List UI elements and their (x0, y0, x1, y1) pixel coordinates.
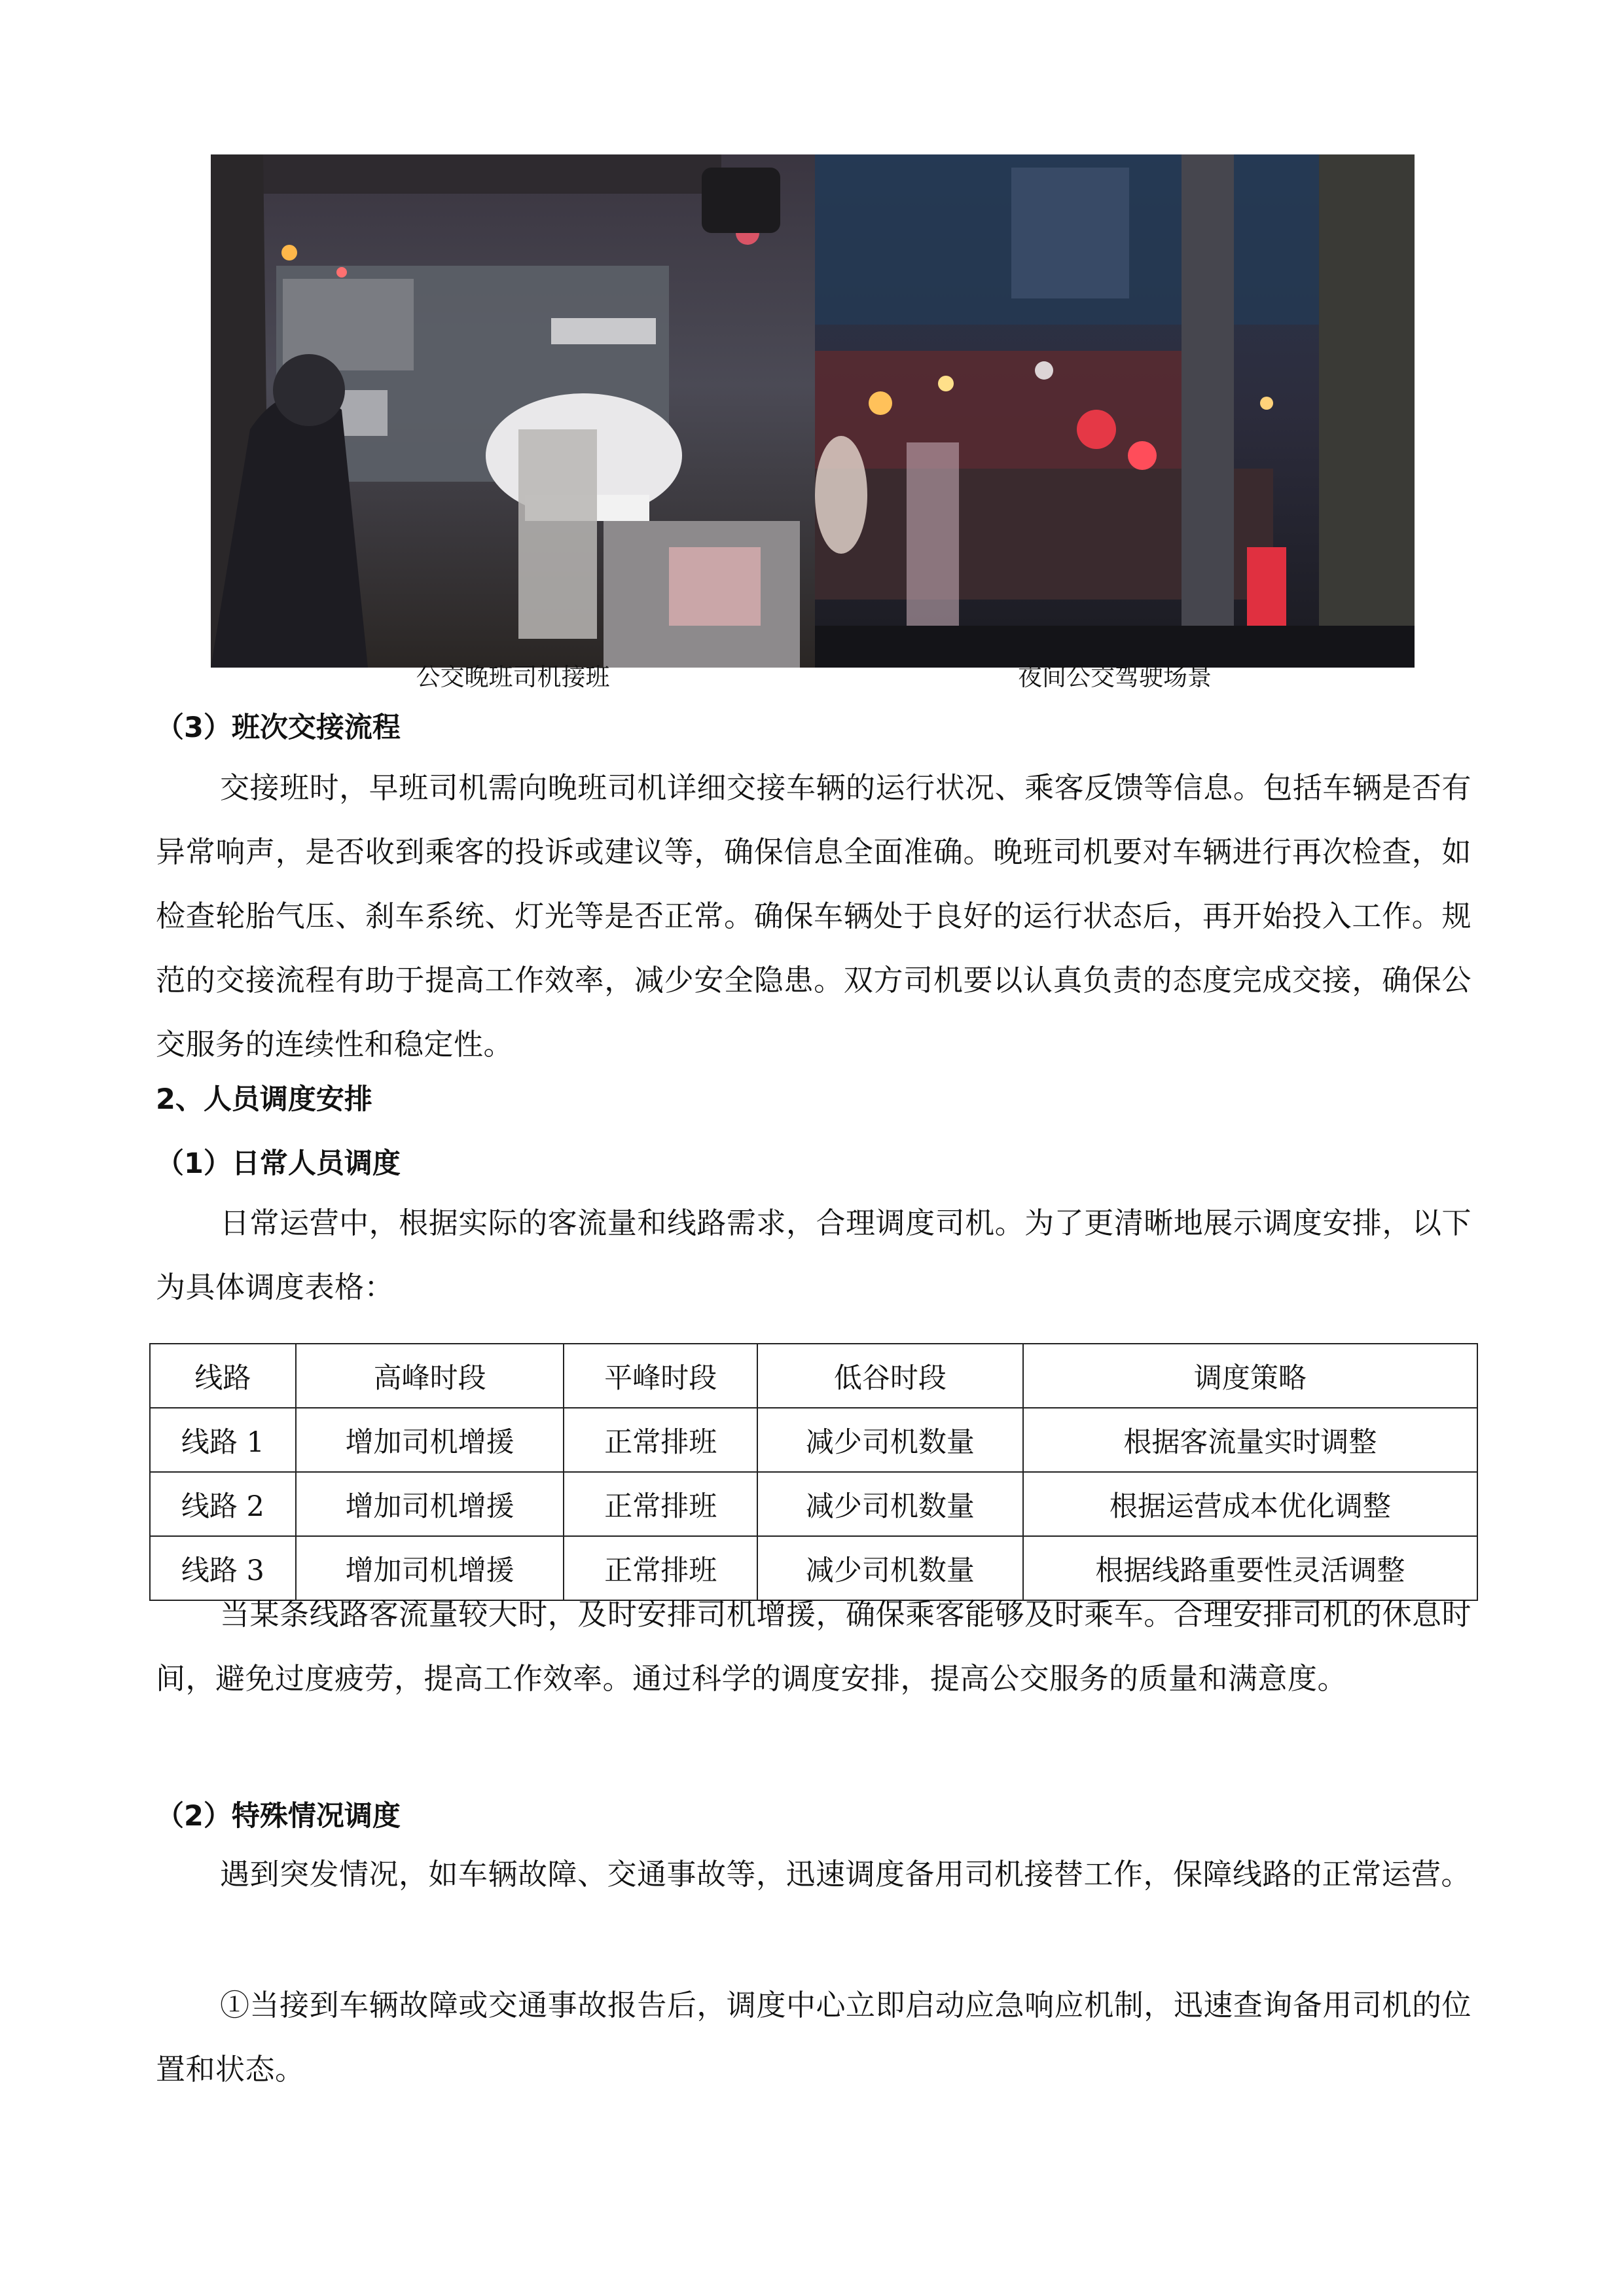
paragraph-special-item-1-text: ①当接到车辆故障或交通事故报告后，调度中心立即启动应急响应机制，迅速查询备用司机的位置和状态。 (156, 1988, 1471, 2087)
photo-caption-left: 公交晚班司机接班 (416, 663, 610, 691)
photo-night-bus-scene (815, 154, 1415, 668)
scheduling-table (149, 1343, 1478, 1601)
paragraph-daily-after (156, 1583, 1471, 1711)
table-header-cell: 平峰时段 (564, 1344, 757, 1408)
table-header-cell: 高峰时段 (296, 1344, 564, 1408)
photo-caption-right: 夜间公交驾驶场景 (1018, 663, 1212, 691)
table-cell: 根据客流量实时调整 (1023, 1408, 1477, 1472)
table-cell: 增加司机增援 (296, 1408, 564, 1472)
paragraph-daily-intro-text: 日常运营中，根据实际的客流量和线路需求，合理调度司机。为了更清晰地展示调度安排，以下为具体调度表格： (156, 1206, 1471, 1304)
table-cell: 减少司机数量 (757, 1472, 1023, 1536)
paragraph-handover-text: 交接班时，早班司机需向晚班司机详细交接车辆的运行状况、乘客反馈等信息。包括车辆是否有异常响声，是否收到乘客的投诉或建议等，确保信息全面准确。晚班司机要对车辆进行再次检查，如检查轮胎气压、刹车系统、灯光等是否正常。确保车辆处于良好的运行状态后，再开始投入工作。规范的交接流程有助于提高工作效率，减少安全隐患。双方司机要以认真负责的态度完成交接，确保公交服务的连续性和稳定性。 (156, 770, 1471, 1062)
table-cell: 正常排班 (564, 1472, 757, 1536)
heading-daily-scheduling: （1）日常人员调度 (156, 1147, 401, 1180)
table-cell: 根据运营成本优化调整 (1023, 1472, 1477, 1536)
table-row (150, 1472, 1477, 1536)
table-cell: 线路 3 (150, 1536, 296, 1600)
table-cell: 减少司机数量 (757, 1536, 1023, 1600)
paragraph-daily-after-text: 当某条线路客流量较大时，及时安排司机增援，确保乘客能够及时乘车。合理安排司机的休息时间，避免过度疲劳，提高工作效率。通过科学的调度安排，提高公交服务的质量和满意度。 (156, 1597, 1471, 1696)
table-cell: 根据线路重要性灵活调整 (1023, 1536, 1477, 1600)
table-cell: 增加司机增援 (296, 1536, 564, 1600)
paragraph-daily-intro (156, 1191, 1471, 1319)
paragraph-special (156, 1842, 1471, 1907)
paragraph-special-item-1 (156, 1973, 1471, 2102)
table-cell: 正常排班 (564, 1408, 757, 1472)
heading-handover-process: （3）班次交接流程 (156, 711, 401, 744)
table-header-cell: 低谷时段 (757, 1344, 1023, 1408)
photo-bus-driver-shift (211, 154, 815, 668)
heading-special-scheduling: （2）特殊情况调度 (156, 1800, 401, 1833)
table-header-cell: 线路 (150, 1344, 296, 1408)
paragraph-handover (156, 756, 1471, 1077)
table-header-row (150, 1344, 1477, 1408)
paragraph-special-text: 遇到突发情况，如车辆故障、交通事故等，迅速调度备用司机接替工作，保障线路的正常运营。 (220, 1857, 1471, 1892)
table-header-cell: 调度策略 (1023, 1344, 1477, 1408)
table-cell: 线路 1 (150, 1408, 296, 1472)
table-cell: 正常排班 (564, 1536, 757, 1600)
table-cell: 减少司机数量 (757, 1408, 1023, 1472)
heading-staff-scheduling: 2、人员调度安排 (156, 1083, 372, 1116)
table-cell: 增加司机增援 (296, 1472, 564, 1536)
table-row (150, 1408, 1477, 1472)
table-cell: 线路 2 (150, 1472, 296, 1536)
